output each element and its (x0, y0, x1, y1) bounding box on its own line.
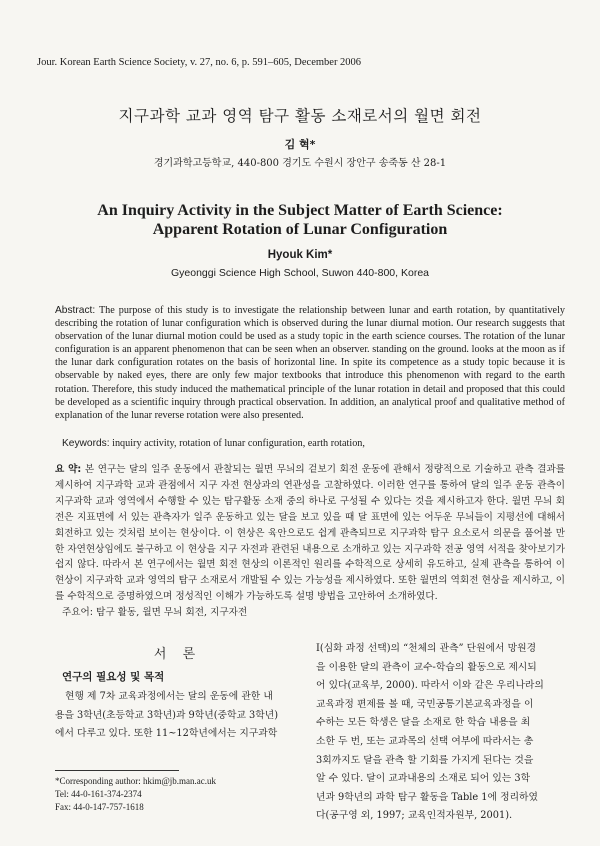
body-line: 다(공구영 외, 1997; 교육인적자원부, 2001). (316, 810, 513, 822)
body-line: 교육과정 편제를 볼 때, 국민공통기본교육과정을 이 (316, 698, 534, 710)
body-line: 어 있다(교육부, 2000). 따라서 이와 같은 우리나라의 (316, 680, 544, 692)
body-line: 3회까지도 달을 관측 할 기회를 가지게 된다는 것을 (316, 754, 534, 766)
body-line: 용을 3학년(초등학교 3학년)과 9학년(중학교 3학년) (55, 709, 279, 721)
journal-citation: Jour. Korean Earth Science Society, v. 27, no. 6, p. 591–605, December 2006 (37, 57, 362, 68)
body-line: 현행 제 7차 교육과정에서는 달의 운동에 관한 내 (65, 691, 273, 702)
korean-abstract-text: 본 연구는 달의 일주 운동에서 관찰되는 월면 무늬의 겉보기 회전 운동에 관해서 정량적으로 기술하고 관측 결과를 제시하여 지구과학 교과 관점에서 지구 자전 현상과의 연관성을 고찰하였다. 이러한 연구를 통하여 달의 일주 운동 관측이 지구과학 교과 영역에서 수행할 수 있는 탐구활동 소재 중의 하나로 구성될 수 있다는 것을 제시하고자 한다. 월면 무늬 회전은 지표면에 서 있는 관측자가 일주 운동하고 있는 달을 보고 있을 때 달 표면에 있는 어두운 무늬들이 지평선에 대해서 회전하고 있는 것처럼 보이는 현상이다. 이 현상은 육안으로도 쉽게 관측되므로 지구과학 탐구 요소로서 의문을 품어볼 만한 자연현상임에도 불구하고 이 현상을 지구 자전과 관련된 내용으로 소개하고 있는 지구과학 전공 영역 서적을 찾아보기가 쉽지 않다. 따라서 본 연구에서는 월면 회전 현상의 이론적인 원리를 수학적으로 상세히 유도하고, 실제 관측을 통하여 이 현상이 지구과학 교과 영역의 탐구 소재로서 개발될 수 있는 가능성을 제시하였다. 또한 월면의 역회전 현상을 제시하고, 이를 수학적으로 증명하였으며 정성적인 이해가 가능하도록 설명 방법을 고안하여 소개하였다. (55, 464, 565, 603)
english-affiliation: Gyeonggi Science High School, Suwon 440-800, Korea (171, 267, 429, 279)
keywords-label: Keywords: (62, 438, 110, 449)
korean-author: 김 혁* (284, 138, 316, 151)
english-title (0, 201, 600, 239)
footnote-fax: Fax: 44-0-147-757-1618 (55, 802, 144, 812)
body-line: I(심화 과정 선택)의 “천체의 관측” 단원에서 망원경 (316, 643, 537, 654)
section-heading: 서 론 (153, 647, 202, 662)
footnote-email: *Corresponding author: hkim@jb.man.ac.uk (55, 776, 217, 786)
korean-keywords (62, 604, 247, 618)
english-author: Hyouk Kim* (267, 249, 333, 261)
keywords-text: inquiry activity, rotation of lunar configuration, earth rotation, (109, 438, 365, 449)
left-column-body (55, 688, 303, 744)
english-title-line-2: Apparent Rotation of Lunar Configuration (152, 221, 448, 238)
abstract-label: Abstract: (55, 305, 96, 316)
korean-title: 지구과학 교과 영역 탐구 활동 소재로서의 월면 회전 (118, 107, 482, 125)
korean-abstract-label: 요 약: (55, 464, 82, 475)
footnote-divider (55, 770, 179, 771)
body-line: 년과 9학년의 과학 탐구 활동을 Table 1에 정리하였 (316, 791, 538, 803)
right-column-body (316, 640, 564, 826)
body-line: 수하는 모든 학생은 달을 소재로 한 학습 내용을 최 (316, 717, 531, 729)
footnote-tel: Tel: 44-0-161-374-2374 (55, 789, 142, 799)
korean-affiliation: 경기과학고등학교, 440-800 경기도 수원시 장안구 송죽동 산 28-1 (153, 158, 447, 169)
english-keywords (62, 438, 365, 449)
body-line: 알 수 있다. 달이 교과내용의 소재로 되어 있는 3학 (316, 773, 531, 785)
english-title-line-1: An Inquiry Activity in the Subject Matter of Earth Science: (97, 202, 503, 219)
korean-abstract (55, 462, 565, 605)
english-abstract (55, 304, 565, 422)
subsection-heading: 연구의 필요성 및 목적 (62, 671, 165, 683)
korean-keywords-text: 탐구 활동, 월면 무늬 회전, 지구자전 (93, 607, 248, 618)
abstract-text: The purpose of this study is to investigate the relationship between lunar and earth rotation, by quantitatively describing the rotation of lunar configuration which is observed during the lunar diurnal motion. Our research suggests that observation of the lunar diurnal motion could be used as a study topic in the earth science courses. The rotation of the lunar configuration is an apparent phenomenon that can be seen when an observer. standing on the ground. looks at the moon as if the lunar dark configuration rotates on the basis of horizontal line. In spite its competence as a study topic because it is observable by naked eyes, there are only few major textbooks that introduce this phenomenon with regard to the earth rotation. Therefore, this study induced the mathematical principle of the lunar rotation in detail and proposed that this could be developed as a scientific inquiry through practical observation. In addition, an analytical proof and qualitative method of explanation of the lunar reverse rotation were also presented. (55, 305, 565, 421)
footnote (55, 775, 216, 814)
body-line: 을 이용한 달의 관측이 교수-학습의 활동으로 제시되 (316, 661, 537, 673)
korean-keywords-label: 주요어: (62, 607, 94, 618)
body-line: 소한 두 번, 또는 교과목의 선택 여부에 따라서는 총 (316, 735, 534, 747)
body-line: 에서 다루고 있다. 또한 11~12학년에서는 지구과학 (55, 728, 278, 740)
